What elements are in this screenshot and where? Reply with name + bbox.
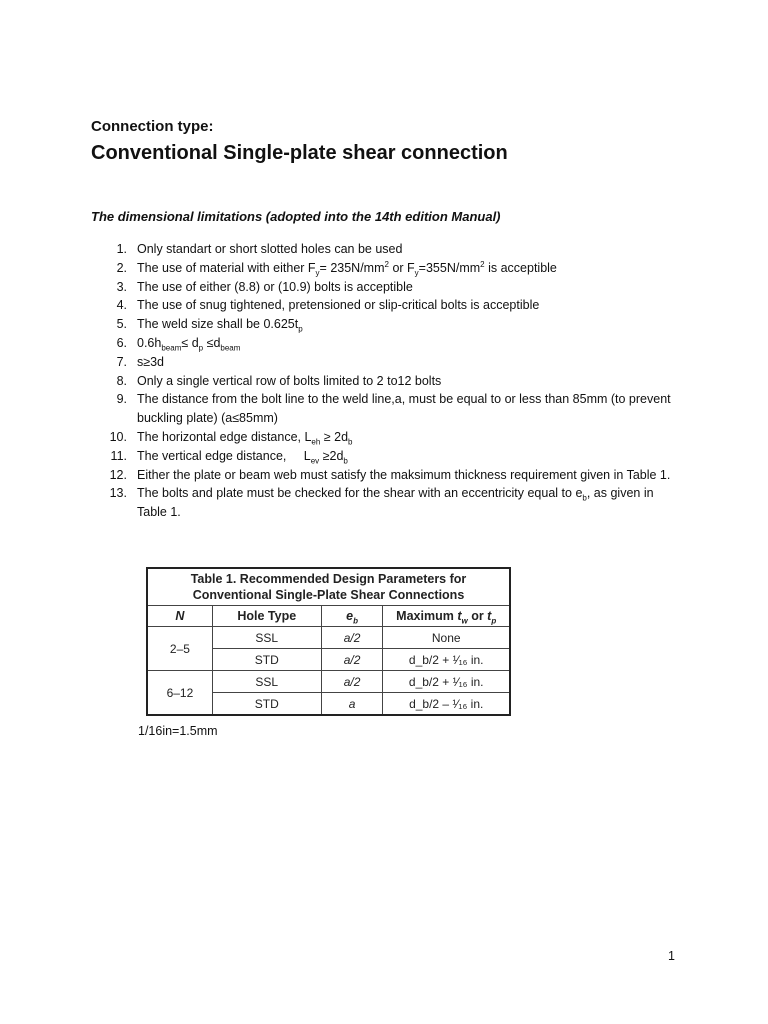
table-row: 6–12 SSL a/2 d_b/2 + ¹⁄₁₆ in. — [147, 671, 510, 693]
list-item: 11. The vertical edge distance, $L_{ev} \ge 2d_b$ — [110, 448, 348, 466]
table-row: STD a/2 d_b/2 + ¹⁄₁₆ in. — [147, 649, 510, 671]
table-row: STD a d_b/2 – ¹⁄₁₆ in. — [147, 693, 510, 716]
table-caption: Table 1. Recommended Design Parameters for Conventional Single-Plate Shear Connections — [147, 568, 510, 606]
list-item: 8. Only a single vertical row of bolts limited to 2 to12 bolts — [116, 373, 442, 388]
list-item: 13. The bolts and plate must be checked for the shear with an eccentricity equal to $e_b$, as given in Table 1. — [109, 486, 654, 520]
list-item: 9. The distance from the bolt line to the weld line,a, must be equal to or less than 85mm (to prevent buckling plate) (a≤85mm) — [116, 392, 671, 426]
list-item: 7. s≥3d — [116, 354, 165, 369]
connection-type-label: Connection type: — [91, 118, 214, 135]
list-item: 12. Either the plate or beam web must satisfy the maksimum thickness requirement given in Table 1. — [109, 467, 671, 482]
list-item: 1. Only standart or short slotted holes can be used — [116, 242, 403, 256]
table-row: 2–5 SSL a/2 None — [147, 627, 510, 649]
list-item: 2. The use of material with either $F_y= 235N/mm^2$ or $F_y=355N/mm^2$ is acceptible — [116, 259, 557, 278]
table-header-row: N Hole Type $e_b$ Maximum $t_w$ or $t_p$ — [147, 606, 510, 627]
document-title: Conventional Single-plate shear connection — [91, 142, 508, 164]
list-item: 4. The use of snug tightened, pretensioned or slip-critical bolts is acceptible — [116, 298, 540, 313]
design-parameters-table — [146, 567, 511, 713]
list-item: 5. The weld size shall be $0.625t_p$ — [116, 317, 303, 334]
limitations-list — [91, 240, 677, 522]
page-number: 1 — [668, 949, 675, 963]
list-item: 10. The horizontal edge distance, $L_{eh} \ge 2d_b$ — [109, 429, 353, 447]
section-subtitle: The dimensional limitations (adopted into the 14th edition Manual) — [91, 209, 501, 224]
list-item: 6. $0.6h_{beam}\le d_p \le d_{beam}$ — [116, 335, 241, 353]
unit-note: 1/16in=1.5mm — [138, 724, 218, 738]
list-item: 3. The use of either (8.8) or (10.9) bolts is acceptible — [116, 279, 413, 294]
